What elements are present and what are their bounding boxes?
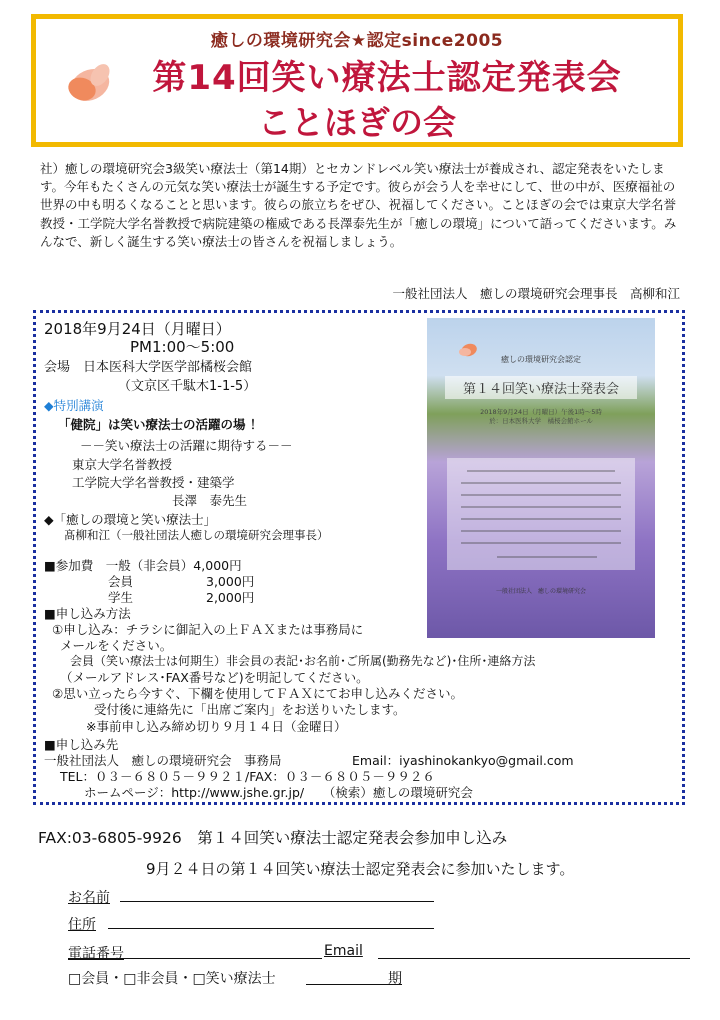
talk2-title: ◆「癒しの環境と笑い療法士」 xyxy=(44,512,217,527)
name-field[interactable] xyxy=(120,901,434,902)
form-subtitle: 9月２４日の第１４回笑い療法士認定発表会に参加いたします。 xyxy=(146,860,575,878)
fee-student-price: 2,000円 xyxy=(206,590,255,605)
flyer-footer: 一般社団法人 癒しの環境研究会 xyxy=(495,588,586,595)
talk2-speaker: 髙柳和江（一般社団法人癒しの環境研究会理事長） xyxy=(64,528,329,542)
flyer-title: 第１４回笑い療法士発表会 xyxy=(445,376,637,399)
address-label: 住所 xyxy=(68,917,96,933)
flyer-org: 癒しの環境研究会認定 xyxy=(501,355,581,364)
phone-field[interactable] xyxy=(68,958,322,959)
form-title: FAX:03-6805-9926 第１４回笑い療法士認定発表会参加申し込み xyxy=(38,829,508,847)
header-banner xyxy=(31,14,683,147)
address-field[interactable] xyxy=(108,928,434,929)
email-label: Email xyxy=(324,943,363,959)
event-address: （文京区千駄木1-1-5） xyxy=(118,379,257,394)
flyer-venue-text: 於：日本医科大学 橘桜会館ホール xyxy=(489,417,593,425)
contact-website[interactable]: ホームページ：http://www.jshe.gr.jp/ （検索）癒しの環境研究会 xyxy=(84,785,473,800)
name-label: お名前 xyxy=(68,890,110,906)
apply-step1: ①申し込み：チラシに御記入の上ＦＡＸまたは事務局に xyxy=(52,622,364,637)
fee-student-label: 学生 xyxy=(108,590,134,605)
contact-tel-fax: TEL：０３－６８０５－９９２１/FAX：０３－６８０５－９９２６ xyxy=(60,769,435,784)
contact-heading: ■申し込み先 xyxy=(44,737,119,752)
flyer-date xyxy=(427,408,655,426)
email-field[interactable] xyxy=(378,958,690,959)
intro-signature: 一般社団法人 癒しの環境研究会理事長 高柳和江 xyxy=(392,286,680,301)
intro-paragraph: 社）癒しの環境研究会3級笑い療法士（第14期）とセカンドレベル笑い療法士が養成され、認定発表をいたします。今年もたくさんの元気な笑い療法士が誕生する予定です。彼らが会う人を幸せにして、世の中が、医療福祉の世界の中も明るくなることと思います。彼らの旅立ちをぜひ、祝福してください。ことほぎの会では東京大学名誉教授・工学院大学名誉教授で病院建築の権威である長澤泰先生が「癒しの環境」について語ってくださいます。みんなで、新しく誕生する笑い療法士の皆さんを祝福しましょう。 xyxy=(40,161,677,249)
term-label: 期 xyxy=(388,971,402,987)
flyer-date-text: 2018年9月24日（月曜日）午後1時～5時 xyxy=(480,408,602,416)
flyer-text-panel xyxy=(447,458,635,570)
lecture-subtitle: －－笑い療法士の活躍に期待する－－ xyxy=(80,438,293,453)
header-subtitle: 癒しの環境研究会★認定since2005 xyxy=(210,31,504,51)
apply-step1b: メールをください。 xyxy=(60,638,173,653)
contact-email[interactable]: Email：iyashinokankyo@gmail.com xyxy=(352,753,574,768)
page-title: 第14回笑い療法士認定発表会 xyxy=(152,58,622,98)
event-time: PM1:00～5:00 xyxy=(130,338,235,356)
apply-heading: ■申し込み方法 xyxy=(44,606,131,621)
event-date: 2018年9月24日（月曜日） xyxy=(44,320,231,338)
speaker-name: 長澤 泰先生 xyxy=(172,493,248,508)
fee-member-label: 会員 xyxy=(108,574,134,589)
speaker-affiliation-2: 工学院大学名誉教授・建築学 xyxy=(72,475,235,490)
phone-label: 電話番号 xyxy=(68,946,124,962)
apply-step2: ②思い立ったら今すぐ、下欄を使用してＦＡＸにてお申し込みください。 xyxy=(52,686,463,701)
lecture-heading: ◆特別講演 xyxy=(44,398,104,413)
membership-options[interactable]: □会員・□非会員・□笑い療法士 xyxy=(68,971,276,987)
fee-member-price: 3,000円 xyxy=(206,574,255,589)
apply-step2b: 受付後に連絡先に「出席ご案内」をお送りいたします。 xyxy=(94,702,406,717)
page-title-line2: ことほぎの会 xyxy=(258,103,456,142)
fee-general: ■参加費 一般（非会員）4,000円 xyxy=(44,558,242,573)
apply-deadline: ※事前申し込み締め切り９月１４日（金曜日） xyxy=(86,719,347,734)
apply-step1d: （メールアドレス･FAX番号など)を明記してください。 xyxy=(60,670,369,685)
event-flyer-image xyxy=(427,318,655,638)
contact-org: 一般社団法人 癒しの環境研究会 事務局 xyxy=(44,753,282,768)
apply-step1c: 会員（笑い療法士は何期生）非会員の表記･お名前･ご所属(勤務先など)･住所･連絡方法 xyxy=(70,654,536,668)
lecture-title: 「健院」は笑い療法士の活躍の場 ！ xyxy=(58,417,263,432)
event-venue: 会場 日本医科大学医学部橘桜会館 xyxy=(44,360,253,375)
speaker-affiliation-1: 東京大学名誉教授 xyxy=(72,457,173,472)
